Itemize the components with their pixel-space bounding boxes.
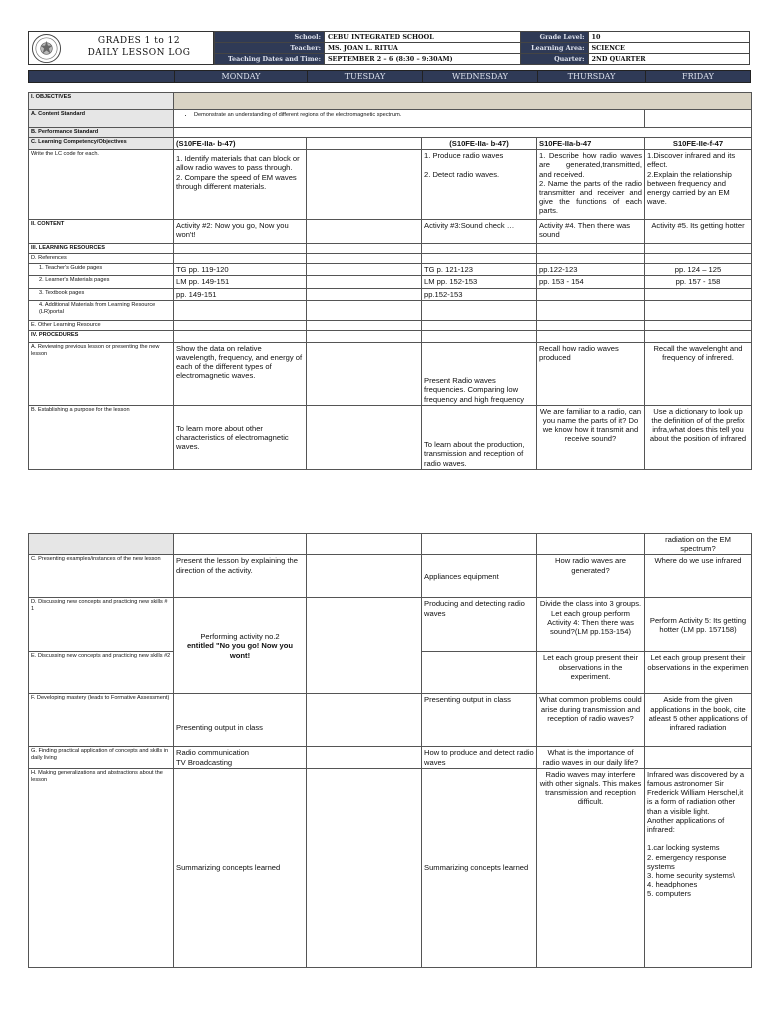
- header-info-table: [214, 31, 750, 65]
- additional-monday: [174, 300, 307, 320]
- mastery-monday: Presenting output in class: [174, 694, 307, 747]
- log-title-line2: DAILY LESSON LOG: [87, 48, 191, 58]
- purpose-monday: To learn more about other characteristics of electromagnetic waves.: [174, 405, 307, 469]
- content-friday: Activity #5. Its getting hotter: [645, 220, 752, 244]
- quarter-value: 2ND QUARTER: [588, 54, 749, 65]
- resources-monday: [174, 244, 307, 254]
- mastery-friday: Aside from the given applications in the book, cite atleast 5 other applications of infrared radiation: [645, 694, 752, 747]
- learning-area-value: SCIENCE: [588, 43, 749, 54]
- objectives-heading: I. OBJECTIVES: [29, 93, 174, 110]
- purpose-thursday: We are familiar to a radio, can you name the parts of it? Do we know how it transmit and receive sound?: [537, 405, 645, 469]
- purpose-friday-continued: radiation on the EM spectrum?: [645, 534, 752, 555]
- additional-tuesday: [307, 300, 422, 320]
- purpose-tuesday: [307, 405, 422, 469]
- day-friday: FRIDAY: [645, 71, 750, 82]
- school-value: CEBU INTEGRATED SCHOOL: [324, 32, 520, 43]
- purpose-label: B. Establishing a purpose for the lesson: [29, 405, 174, 469]
- resources-thursday: [537, 244, 645, 254]
- lm-tuesday: [307, 276, 422, 288]
- lc-code-wednesday: (S10FE-IIa- b-47): [422, 138, 537, 150]
- mastery-thursday: What common problems could arise during transmission and reception of radio waves?: [537, 694, 645, 747]
- mastery-label: F. Developing mastery (leads to Formative Assessment): [29, 694, 174, 747]
- generalization-friday: Infrared was discovered by a famous astronomer Sir Frederick William Herschel,it is a form of radiation other than a visible light. Another applications of infrared: 1.car locking systems 2. emergency response systems 3. home security systems\ 4. headphones 5. computers: [645, 768, 752, 967]
- concepts-monday: [174, 598, 307, 694]
- other-thursday: [537, 320, 645, 330]
- content-thursday: Activity #4. Then there was sound: [537, 220, 645, 244]
- application-friday: [645, 747, 752, 768]
- application-wednesday: How to produce and detect radio waves: [422, 747, 537, 768]
- generalization-wednesday: Summarizing concepts learned: [422, 768, 537, 967]
- lm-pages-label: 2. Learner's Materials pages: [29, 276, 174, 288]
- objectives-band: [174, 93, 752, 110]
- generalization-label: H. Making generalizations and abstractions about the lesson: [29, 768, 174, 967]
- content-standard-friday: [645, 110, 752, 128]
- references-monday: [174, 254, 307, 264]
- weekday-header: [28, 70, 751, 83]
- review-monday: Show the data on relative wavelength, frequency, and energy of each of the different types of electromagnetic waves.: [174, 342, 307, 405]
- lc-code-thursday: S10FE-IIa-b-47: [537, 138, 645, 150]
- other-resource-label: E. Other Learning Resource: [29, 320, 174, 330]
- concepts-2-friday: Let each group present their observations in the experimen: [645, 652, 752, 694]
- performance-standard-cell: [174, 128, 752, 138]
- concepts-1-friday: Perform Activity 5: Its getting hotter (LM pp. 157158): [645, 598, 752, 652]
- examples-friday: Where do we use infrared: [645, 555, 752, 598]
- tg-tuesday: [307, 264, 422, 276]
- review-tuesday: [307, 342, 422, 405]
- other-tuesday: [307, 320, 422, 330]
- generalization-tuesday: [307, 768, 422, 967]
- activity-entitled: entitled "No you go! Now you wont!: [186, 641, 294, 660]
- additional-thursday: [537, 300, 645, 320]
- textbook-tuesday: [307, 288, 422, 300]
- content-wednesday: Activity #3:Sound check …: [422, 220, 537, 244]
- dates-label: Teaching Dates and Time:: [215, 54, 325, 65]
- activity-performing: Performing activity no.2: [200, 632, 280, 642]
- grade-level-label: Grade Level:: [520, 32, 588, 43]
- tg-monday: TG pp. 119-120: [174, 264, 307, 276]
- content-label: II. CONTENT: [29, 220, 174, 244]
- performance-standard-label: B. Performance Standard: [29, 128, 174, 138]
- objectives-wednesday: 1. Produce radio waves 2. Detect radio waves.: [422, 150, 537, 220]
- tg-pages-label: 1. Teacher's Guide pages: [29, 264, 174, 276]
- examples-wednesday: Appliances equipment: [422, 555, 537, 598]
- school-label: School:: [215, 32, 325, 43]
- day-monday: MONDAY: [174, 71, 307, 82]
- application-thursday: What is the importance of radio waves in our daily life?: [537, 747, 645, 768]
- procedures-friday: [645, 330, 752, 342]
- review-lesson-label: A. Reviewing previous lesson or presenting the new lesson: [29, 342, 174, 405]
- log-title-line1: GRADES 1 to 12: [97, 36, 181, 46]
- lesson-log-table-2: [28, 533, 752, 968]
- procedures-label: IV. PROCEDURES: [29, 330, 174, 342]
- deped-seal-icon: [31, 33, 62, 64]
- application-monday: Radio communication TV Broadcasting: [174, 747, 307, 768]
- generalization-monday: Summarizing concepts learned: [174, 768, 307, 967]
- mastery-tuesday: [307, 694, 422, 747]
- lc-code-friday: S10FE-IIe-f-47: [645, 138, 752, 150]
- day-thursday: THURSDAY: [537, 71, 645, 82]
- additional-materials-label: 4. Additional Materials from Learning Resource (LR)portal: [29, 300, 174, 320]
- lm-friday: pp. 157 - 158: [645, 276, 752, 288]
- objectives-monday: 1. Identify materials that can block or allow radio waves to pass through. 2. Compare the speed of EM waves through different materials.: [174, 150, 307, 220]
- references-tuesday: [307, 254, 422, 264]
- continued-thursday: [537, 534, 645, 555]
- competency-note: Write the LC code for each.: [29, 150, 174, 220]
- references-wednesday: [422, 254, 537, 264]
- learning-area-label: Learning Area:: [520, 43, 588, 54]
- other-monday: [174, 320, 307, 330]
- textbook-friday: [645, 288, 752, 300]
- log-title-box: [28, 31, 214, 65]
- objectives-friday: 1.Discover infrared and its effect. 2.Explain the relationship between frequency and energy carried by an EM wave.: [645, 150, 752, 220]
- references-thursday: [537, 254, 645, 264]
- textbook-pages-label: 3. Textbook pages: [29, 288, 174, 300]
- textbook-wednesday: pp.152-153: [422, 288, 537, 300]
- textbook-monday: pp. 149-151: [174, 288, 307, 300]
- continued-row-label: [29, 534, 174, 555]
- application-tuesday: [307, 747, 422, 768]
- mastery-wednesday: Presenting output in class: [422, 694, 537, 747]
- references-label: D. References: [29, 254, 174, 264]
- objectives-tuesday: [307, 150, 422, 220]
- procedures-thursday: [537, 330, 645, 342]
- purpose-friday: Use a dictionary to look up the definition of of the prefix infra,what does this tell you about the position of infrared: [645, 405, 752, 469]
- dates-value: SEPTEMBER 2 – 6 (8:30 – 9:30AM): [324, 54, 520, 65]
- content-monday: Activity #2: Now you go, Now you won't!: [174, 220, 307, 244]
- lm-wednesday: LM pp. 152-153: [422, 276, 537, 288]
- textbook-thursday: [537, 288, 645, 300]
- tg-wednesday: TG p. 121-123: [422, 264, 537, 276]
- resources-tuesday: [307, 244, 422, 254]
- resources-friday: [645, 244, 752, 254]
- tg-friday: pp. 124 – 125: [645, 264, 752, 276]
- lm-thursday: pp. 153 - 154: [537, 276, 645, 288]
- purpose-wednesday: To learn about the production, transmission and reception of radio waves.: [422, 405, 537, 469]
- quarter-label: Quarter:: [520, 54, 588, 65]
- lm-monday: LM pp. 149-151: [174, 276, 307, 288]
- concepts-tuesday: [307, 598, 422, 694]
- concepts-2-thursday: Let each group present their observations in the experiment.: [537, 652, 645, 694]
- lc-code-monday: (S10FE-IIa- b-47): [174, 138, 307, 150]
- concepts-1-label: D. Discussing new concepts and practicing new skills # 1: [29, 598, 174, 652]
- competency-label: C. Learning Competency/Objectives: [29, 138, 174, 150]
- teacher-value: MS. JOAN L. RITUA: [324, 43, 520, 54]
- content-tuesday: [307, 220, 422, 244]
- content-standard-text: • Demonstrate an understanding of different regions of the electromagnetic spectrum.: [194, 111, 642, 120]
- other-wednesday: [422, 320, 537, 330]
- log-title: [69, 35, 209, 59]
- examples-thursday: How radio waves are generated?: [537, 555, 645, 598]
- references-friday: [645, 254, 752, 264]
- procedures-tuesday: [307, 330, 422, 342]
- examples-tuesday: [307, 555, 422, 598]
- day-wednesday: WEDNESDAY: [422, 71, 537, 82]
- concepts-1-wednesday: Producing and detecting radio waves: [422, 598, 537, 652]
- concepts-2-label: E. Discussing new concepts and practicing new skills #2: [29, 652, 174, 694]
- concepts-2-wednesday: [422, 652, 537, 694]
- review-friday: Recall the wavelenght and frequency of infrered.: [645, 342, 752, 405]
- procedures-monday: [174, 330, 307, 342]
- continued-wednesday: [422, 534, 537, 555]
- resources-wednesday: [422, 244, 537, 254]
- content-standard-label: A. Content Standard: [29, 110, 174, 128]
- examples-monday: Present the lesson by explaining the direction of the activity.: [174, 555, 307, 598]
- weekday-blank: [29, 71, 174, 82]
- grade-level-value: 10: [588, 32, 749, 43]
- resources-label: III. LEARNING RESOURCES: [29, 244, 174, 254]
- review-wednesday: Present Radio waves frequencies. Comparing low frequency and high frequency: [422, 342, 537, 405]
- content-standard-cell: [174, 110, 645, 128]
- lesson-log-table-1: [28, 92, 752, 470]
- continued-monday: [174, 534, 307, 555]
- review-thursday: Recall how radio waves produced: [537, 342, 645, 405]
- application-label: G. Finding practical application of concepts and skills in daily living: [29, 747, 174, 768]
- day-tuesday: TUESDAY: [307, 71, 422, 82]
- examples-label: C. Presenting examples/instances of the new lesson: [29, 555, 174, 598]
- objectives-thursday: 1. Describe how radio waves are generated,transmitted, and received. 2. Name the parts of the radio transmitter and receiver and give the functions of each parts.: [537, 150, 645, 220]
- continued-tuesday: [307, 534, 422, 555]
- lc-code-tuesday: [307, 138, 422, 150]
- concepts-1-thursday: Divide the class into 3 groups. Let each group perform Activity 4: Then there was sound?(LM pp.153-154): [537, 598, 645, 652]
- other-friday: [645, 320, 752, 330]
- additional-wednesday: [422, 300, 537, 320]
- generalization-thursday: Radio waves may interfere with other signals. This makes transmission and reception difficult.: [537, 768, 645, 967]
- tg-thursday: pp.122-123: [537, 264, 645, 276]
- additional-friday: [645, 300, 752, 320]
- procedures-wednesday: [422, 330, 537, 342]
- teacher-label: Teacher:: [215, 43, 325, 54]
